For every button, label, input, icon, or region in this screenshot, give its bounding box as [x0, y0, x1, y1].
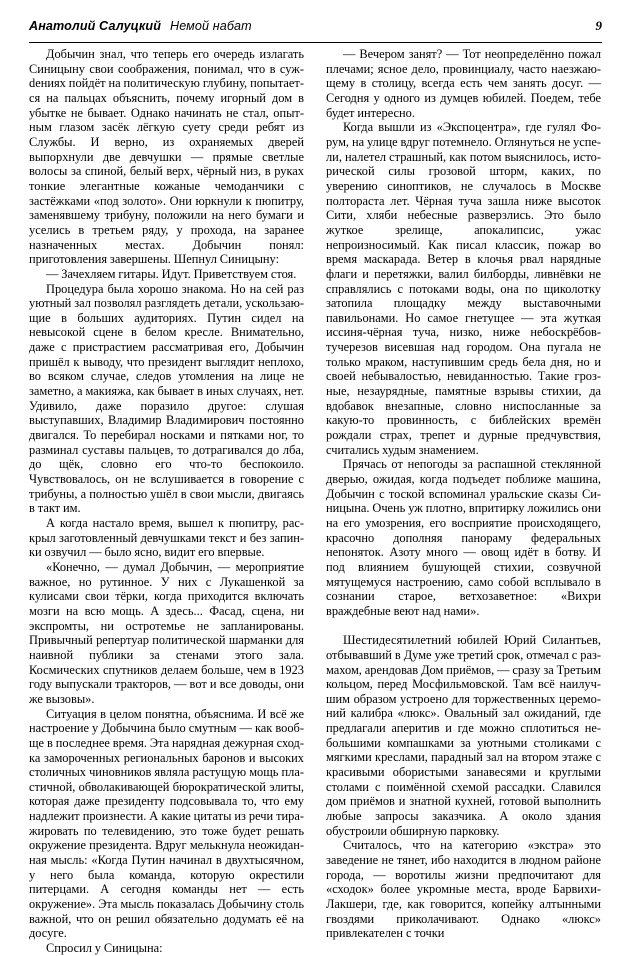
paragraph: Добычин знал, что теперь его очередь излагать Синицыну свои соображения, понимал, что в сужdениях пойдёт на политическую глубину, попытается на пальцах объяснить, почему игорный дом в убытке не бывает. Однако начинать не стал, опытным глазом засёк лёгкую суету среди ребят из Службы. И верно, из охраняемых дверей выпорхнули две девчушки — прямые светлые волосы за спиной, белый верх, чёрный низ, в руках тонкие элегантные кожаные чемоданчики с застёжками «под золото». Они юркнули к пюпитру, заменявшему трибуну, положили на него бумаги и уселись в третьем ряду, у прохода, на заранее назначенных местах. Добычин понял: приготовления завершены. Шепнул Синицыну: [29, 47, 304, 267]
paragraph: «Конечно, — думал Добычин, — мероприятие важное, но рутинное. У них с Лукашенкой за кулисами свои тёрки, когда приходится включать мозги на всю мощь. А здесь... Фасад, сцена, ни экспромты, ни остротемье не запланированы. Привычный репертуар политической шарманки для наивной публики за стенами этого зала. Космических спутников делаем больше, чем в 1923 году выпускали тракторов, — вот и все доводы, они же вызовы». [29, 559, 304, 706]
column-right [326, 47, 601, 941]
page-number: 9 [595, 18, 602, 33]
paragraph: А когда настало время, вышел к пюпитру, раскрыл заготовленный девчушками текст и без запинки озвучил — было ясно, видит его впервые. [29, 516, 304, 560]
paragraph: Прячась от непогоды за распашной стеклянной дверью, ожидая, когда подъедет поближе машина, Добычин с тоской вспоминал уральские сказы Синицына. Очень уж плотно, впритирку ложились они на его умозрения, его восприятие происходящего, красочно дополняя панораму федеральных непоняток. Азоту много — овощ идёт в ботву. И под влиянием бушующей стихии, созвучной мятущемуся настроению, само собой всплывало в сознании старое, ветхозаветное: «Вихри враждебные веют над нами». [326, 457, 601, 618]
book-title: Немой набат [170, 19, 252, 33]
paragraph: Считалось, что на категорию «экстра» это заведение не тянет, ибо находится в людном районе города, — воротилы жизни предпочитают для «сходок» более укромные места, вроде Барвихи-Лакшери, где, как говорится, копейку алтынными гвоздями приколачивают. Однако «люкс» привлекателен с точки [326, 838, 601, 941]
paragraph: — Зачехляем гитары. Идут. Приветствуем стоя. [46, 266, 297, 281]
paragraph: Спросил у Синицына: [46, 941, 163, 956]
paragraph: Ситуация в целом понятна, объяснима. И всё же настроение у Добычина было смутным — как вообще в последнее время. Эта нарядная дежурная сходка замороченных региональных баронов и высоких столичных чиновников являла растущую мощь пластичной, обволакивающей бюрократической элиты, которая даже президенту подсовывала то, что ему надлежит произнести. А какие цитаты из речи тиражировать по телевидению, это тоже будет решать окружение президента. Вдруг мелькнула неожиданная мысль: «Когда Путин начинал в двухтысячном, у него была команда, которую окрестили питерцами. А сегодня команды нет — есть окружение». Эта мысль показалась Добычину столь важной, что он решил обязательно додумать её на досуге. [29, 706, 304, 941]
running-head [29, 18, 602, 43]
column-left [29, 47, 304, 956]
paragraph: Когда вышли из «Экспоцентра», где гулял Форум, на улице вдруг потемнело. Оглянуться не успели, налетел страшный, как потом выяснилось, исторической силы грозовой шторм, каких, по уверению синоптиков, не случалось в Москве полтораста лет. Чёрная туча зашла ниже высоток Сити, хляби небесные разверзлись. Это было жуткое зрелище, апокалипсис, ужас непроизносимый. Как писал классик, пожар во время маскарада. Ветер в клочья рвал нарядные флаги и перетяжки, валил билборды, ливнёвки не справлялись с потоками воды, она по щиколотку затопила площадку между выставочными павильонами. Но самое гнетущее — эта жуткая иссиня-чёрная туча, низко, ниже небоскрёбов-тучерезов висевшая над городом. Она пугала не только мраком, наступившим средь бела дня, но и своей небывалостью, невиданностью. Такие грозные, незаурядные, памятные взрывы стихии, да вдобавок внезапные, словно ниспосланные за какую-то провинность, с библейских времён рождали страх, трепет и дурные предчувствия, считались худым знамением. [326, 120, 601, 457]
paragraph: Процедура была хорошо знакома. Но на сей раз уютный зал позволял разглядеть детали, ускользающие в больших аудиториях. Путин сидел на невысокой сцене в белом кресле. Внимательно, даже с пристрастием рассматривая его, Добычин пришёл к выводу, что президент выглядит неплохо, во всяком случае, следов утомления на лице не заметно, а макияжа, как бывает в иных случаях, нет. Удивило, даже поразило другое: слушая выступавших, Владимир Владимирович постоянно двигался. То перебирал носками и пятками ног, то разминал суставы пальцев, то дотрагивался до лба, до щёк, словно его что-то беспокоило. Чувствовалось, он не вслушивается в говорение с трибуны, а полностью ушёл в свои мысли, двигаясь в такт им. [29, 281, 304, 516]
text-columns [29, 47, 602, 956]
running-head-left [29, 19, 252, 33]
paragraph: Шестидесятилетний юбилей Юрий Силантьев, отбывавший в Думе уже третий срок, отмечал с размахом, арендовав Дом приёмов, — сразу за Третьим кольцом, перед Мосфильмовской. Там всё наилучшим образом устроено для торжественных церемоний калибра «люкс». Овальный зал ожиданий, где предлагали аперитив и где можно сплотиться небольшими компашками за уютными столиками с мягкими креслами, парадный зал на втором этаже с красивыми обористыми занавесями и круглыми столами с поимённой схемой рассадки. Славился дом приёмов и знатной кухней, готовой выполнить любые запросы заказчика. А около здания обустроили обширную парковку. [326, 633, 601, 838]
author-name: Анатолий Салуцкий [29, 19, 161, 33]
paragraph: — Вечером занят? — Тот неопределённо пожал плечами; ясное дело, провинциалу, часто наезжающему в столицу, всегда есть чем занять досуг. — Сегодня у одного из думцев юбилей. Поедем, тебе будет интересно. [326, 47, 601, 120]
